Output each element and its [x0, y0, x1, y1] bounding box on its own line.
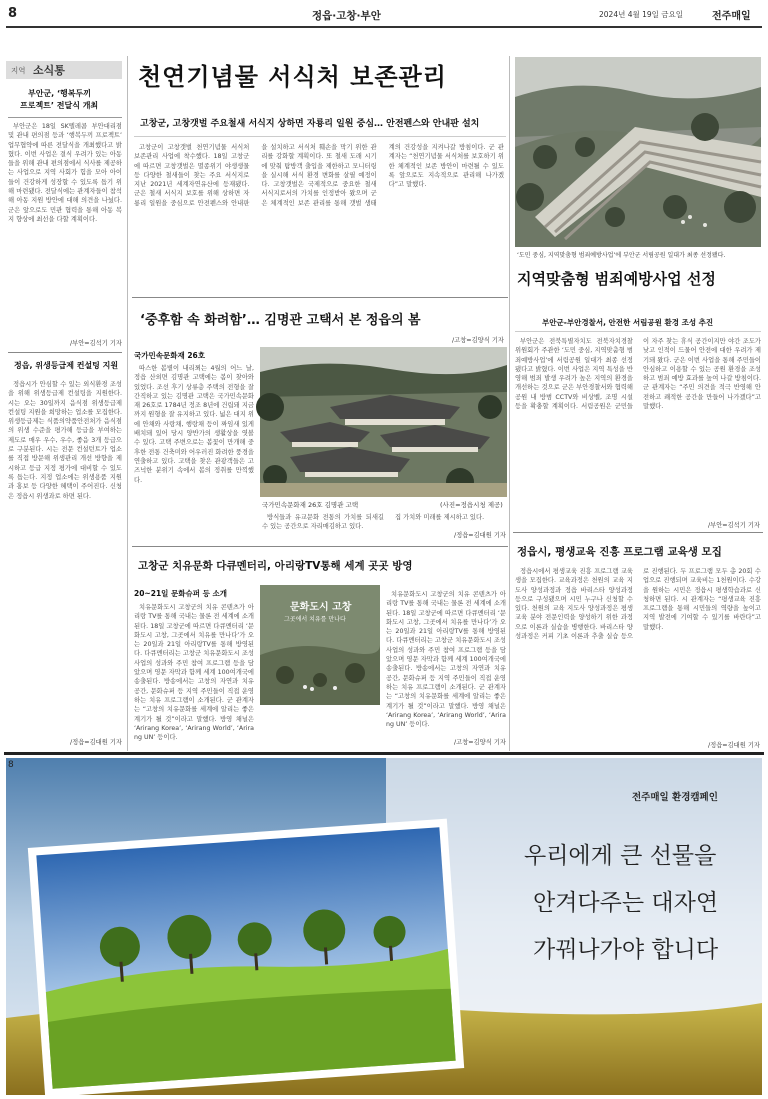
lead-rule [134, 136, 506, 137]
brief1-title-1: 부안군, ‘행복두끼 [28, 89, 91, 98]
docu-body-left: 치유문화도시 고창군의 치유 콘텐츠가 아리랑 TV를 통해 국내는 물론 전 세계에 소개된다. 18일 고창군에 따르면 다큐멘터리 ‘문화도시 고창, 그곳에서 치유를 만나다’가 오는 20일과 21일 아리랑TV를 통해 방영된다. 다큐멘터리는 고창군 치유문화도시 조성 사업의 성과와 주민 참여 프로그램 등을 담았으며 영문 자막과 함께 세계 100여개국에 송출된다. 방송에서는 고창의 자연과 치유 공간, 문화슈퍼 등 지역 주민들이 직접 운영하는 치유 프로그램이 소개된다. 군 관계자는 “고창의 치유문화를 세계에 알리는 좋은 계기가 될 것”이라고 말했다. 방영 채널은 ‘Arirang Korea’, ‘Arirang World’, ‘Arirang UN’ 등이다. [134, 604, 254, 742]
docu-poster-subtitle: 그곳에서 치유를 만나다 [284, 616, 346, 623]
ad-campaign-title: 전주매일 환경캠페인 [632, 792, 718, 803]
left-col-rule [127, 56, 128, 751]
feature-top-rule [132, 297, 508, 298]
crime-headline: 지역맞춤형 범죄예방사업 선정 [517, 270, 716, 288]
docu-top-rule [132, 546, 508, 547]
feature-tail-1: 방식들과 유교문화 전통의 가치를 되새길 수 있는 공간으로 자리매김하고 있다. [262, 514, 384, 531]
brief2-body: 정읍시가 안심할 수 있는 외식환경 조성을 위해 위생등급제 컨설팅을 지원한다. 시는 오는 30일까지 음식점 위생등급제 컨설팅 지원을 희망하는 업소를 모집한다. 위생등급제는 식품의약품안전처가 음식점의 위생 수준을 평가해 등급을 부여하는 제도로 매우 우수, 우수, 좋음 3개 등급으로 구분된다. 시는 전문 컨설턴트가 업소를 직접 방문해 위생관리 개선 방향을 제시하고 등급 지정 평가에 대비할 수 있도록 돕는다. 지정 업소에는 위생용품 지원과 홍보 등 다양한 혜택이 주어진다. 신청은 정읍시 위생과로 하면 된다. [8, 381, 122, 500]
crime-subhead: 부안군-부안경찰서, 안전한 서림공원 환경 조성 추진 [542, 318, 714, 327]
brief-label-prefix: 지역 [11, 66, 26, 75]
brief1-body: 부안군은 18일 SK텔레콤 부안대리점 및 관내 편의점 등과 ‘행복두끼 프로젝트’ 업무협약에 따른 전달식을 개최했다고 밝혔다. 이번 사업은 결식 우려가 있는 아동들을 위해 관내 편의점에서 식사를 제공하는 사업으로 지역 사회가 힘을 모아 아이들이 건강하게 성장할 수 있도록 돕기 위해 마련됐다. 전달식에는 관계자들이 참석해 아동 지원 방안에 대해 의견을 나눴다. 군은 앞으로도 민관 협력을 통해 아동 복지 향상에 최선을 다할 계획이다. [8, 123, 122, 223]
brief1-rule [8, 117, 122, 118]
issue-date: 2024년 4월 19일 금요일 [599, 10, 684, 19]
lead-byline: /고창=김양식 기자 [452, 337, 504, 344]
ad-copy-line-2: 안겨다주는 대자연 [533, 890, 719, 916]
brief-label: 소식통 [33, 64, 65, 77]
right-col-rule [509, 56, 510, 751]
edu-headline: 정읍시, 평생교육 진흥 프로그램 교육생 모집 [517, 546, 722, 558]
crime-body: 부안군은 전북특별자치도 전북자치경찰위원회가 주관한 ‘도민 중심, 지역맞춤형 범죄예방사업’에 서림공원 일대가 최종 선정됐다고 밝혔다. 이번 사업은 지역 특성을 반영해 범죄 발생 우려가 높은 지역의 환경을 개선하는 것으로 군은 부안경찰서와 협력해 공원 내 방범 CCTV와 비상벨, 조명 시설 등을 확충할 계획이다. 서림공원은 군민들이 자주 찾는 휴식 공간이지만 야간 조도가 낮고 인적이 드물어 안전에 대한 우려가 제기돼 왔다. 군은 이번 사업을 통해 주민들이 안심하고 이용할 수 있는 공원 환경을 조성하고 범죄 예방 효과를 높여 나갈 방침이다. 군 관계자는 “주민 의견을 적극 반영해 안전하고 쾌적한 공간을 만들어 나가겠다”고 말했다. [515, 338, 761, 411]
edu-byline: /정읍=김대원 기자 [708, 742, 760, 749]
docu-headline: 고창군 치유문화 다큐멘터리, 아리랑TV통해 세계 곳곳 방영 [138, 560, 413, 572]
brief-divider [8, 352, 122, 353]
docu-byline: /고창=김양식 기자 [454, 739, 506, 746]
brief1-byline: /부안=김석기 기자 [70, 340, 122, 347]
edu-body: 정읍시에서 평생교육 진흥 프로그램 교육생을 모집한다. 교육과정은 천원의 교육 지도사 양성과정과 정읍 바리스타 양성과정 등으로 구성됐으며 시민 누구나 신청할 수 있다. 천원의 교육 지도사 양성과정은 평생교육 분야 전문인력을 양성하기 위한 과정으로 이론과 실습을 병행한다. 바리스타 양성과정은 커피 기초 이론과 추출 실습 등으로 진행된다. 두 프로그램 모두 총 20회 수업으로 진행되며 교육비는 1천원이다. 수강을 원하는 시민은 정읍시 평생학습과로 신청하면 된다. 시 관계자는 “평생교육 진흥 프로그램을 통해 시민들의 역량을 높이고 지역 발전에 기여할 수 있기를 바란다”고 말했다. [515, 568, 761, 641]
fortress-photo-caption: ‘도민 중심, 지역맞춤형 범죄예방사업’에 부안군 서림공원 일대가 최종 선정됐다. [517, 252, 726, 259]
house-photo [260, 347, 507, 497]
brief1-title-2: 프로젝트’ 전달식 개최 [20, 101, 99, 110]
brief2-title: 정읍, 위생등급제 컨설팅 지원 [14, 361, 119, 370]
feature-tail-2: 집 가치와 미래를 제시하고 있다. [395, 514, 485, 521]
crime-rule [515, 331, 761, 332]
house-photo-credit: (사진=정읍시청 제공) [440, 501, 503, 509]
feature-headline: ‘중후함 속 화려함’… 김명관 고택서 본 정읍의 봄 [140, 313, 421, 328]
page-number: 8 [8, 6, 18, 21]
paper-name: 전주매일 [712, 11, 751, 22]
ad-top-rule [4, 752, 764, 755]
fortress-photo [515, 57, 761, 247]
lead-body: 고창군이 고창갯벌 천연기념물 서식처 보존관리 사업에 착수했다. 18일 고창군에 따르면 고창갯벌은 멸종위기 야생생물 등 다양한 철새들이 찾는 주요 서식지로 지난 2021년 세계자연유산에 등재됐다. 군은 철새 서식지 보호를 위해 상하면 자룡리 일원을 중심으로 안전펜스와 안내판을 설치하고 서식처 훼손을 막기 위한 관리를 강화할 계획이다. 또 철새 도래 시기에 맞춰 탐방객 출입을 제한하고 모니터링을 실시해 서식 환경 변화를 살필 예정이다. 고창갯벌은 국제적으로 중요한 철새 서식지로서의 가치를 인정받아 왔으며 군은 체계적인 보존 관리를 통해 갯벌 생태계의 건강성을 지켜나갈 방침이다. 군 관계자는 “천연기념물 서식처를 보호하기 위한 체계적인 보존 방안이 마련될 수 있도록 앞으로도 지속적으로 관리해 나가겠다”고 말했다. [134, 144, 504, 207]
feature-byline: /정읍=김대원 기자 [454, 532, 506, 539]
masthead-rule [6, 26, 762, 28]
feature-body: 따스한 봄볕이 내리쬐는 4월의 어느 날, 정읍 산외면 김명관 고택에는 봄이 찾아와 있었다. 조선 후기 상류층 주택의 전형을 잘 간직하고 있는 김명관 고택은 국가민속문화재 26호로 1784년 정조 8년에 건립돼 지금까지 원형을 잘 유지하고 있다. 넓은 대지 위에 안채와 사랑채, 행랑채 등이 짜임새 있게 배치돼 있어 당시 양반가의 생활상을 엿볼 수 있다. 고택 주변으로는 봄꽃이 만개해 중후한 전통 건축미와 어우러진 화려한 풍경을 연출하고 있다. 고택을 찾은 관광객들은 고즈넉한 분위기 속에서 봄의 정취를 만끽했다. [134, 365, 254, 484]
docu-body-right: 치유문화도시 고창군의 치유 콘텐츠가 아리랑 TV를 통해 국내는 물론 전 세계에 소개된다. 18일 고창군에 따르면 다큐멘터리 ‘문화도시 고창, 그곳에서 치유를 만나다’가 오는 20일과 21일 아리랑TV를 통해 방영된다. 다큐멘터리는 고창군 치유문화도시 조성 사업의 성과와 주민 참여 프로그램 등을 담았으며 영문 자막과 함께 세계 100여개국에 송출된다. 방송에서는 고창의 자연과 치유 공간, 문화슈퍼 등 지역 주민들이 직접 운영하는 치유 프로그램이 소개된다. 군 관계자는 “고창의 치유문화를 세계에 알리는 좋은 계기가 될 것”이라고 말했다. 방영 채널은 ‘Arirang Korea’, ‘Arirang World’, ‘Arirang UN’ 등이다. [386, 591, 506, 729]
edu-top-rule [513, 532, 763, 533]
ad-background [6, 758, 762, 1095]
ad-page-number: 8 [8, 760, 14, 770]
feature-kicker: 국가민속문화재 26호 [134, 351, 206, 360]
house-photo-caption: 국가민속문화재 26호 김명관 고택 [262, 501, 359, 509]
docu-kicker: 20~21일 문화슈퍼 등 소개 [134, 589, 227, 598]
ad-copy-line-3: 가꿔나가야 합니다 [533, 937, 719, 963]
brief2-byline: /정읍=김대원 기자 [70, 739, 122, 746]
crime-byline: /부안=김석기 기자 [708, 522, 760, 529]
ad-copy-line-1: 우리에게 큰 선물을 [524, 843, 717, 869]
lead-subhead: 고창군, 고창갯벌 주요철새 서식지 상하면 자룡리 일원 중심… 안전펜스와 안내판 설치 [140, 119, 480, 129]
section-name: 정읍·고창·부안 [312, 10, 381, 22]
lead-headline: 천연기념물 서식처 보존관리 [138, 63, 447, 91]
docu-poster-title: 문화도시 고창 [290, 602, 352, 613]
